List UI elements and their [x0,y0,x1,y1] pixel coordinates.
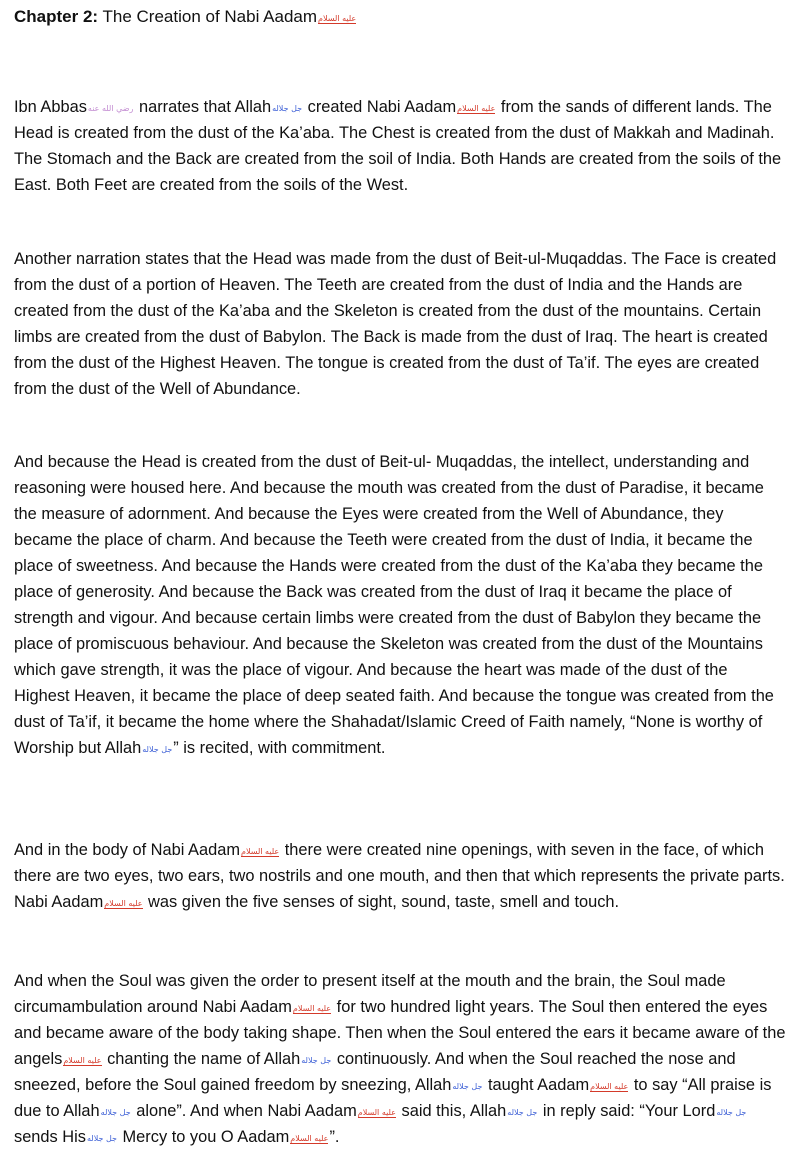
chapter-title: The Creation of Nabi Aadam [102,7,318,26]
paragraph-text: for two hundred light years. The Soul then entered the eyes and became aware of the body taking shape. Then when the Soul entered the ears it became aware of the angels [14,998,786,1068]
paragraph-text: ”. [329,1128,340,1146]
honorific-jalla-jalaluhu-icon: جل جلاله [142,745,173,754]
paragraph-text: in reply said: “Your Lord [538,1102,716,1120]
paragraph-text: to say “All praise is due to Allah [14,1076,772,1120]
paragraph-4 [14,837,786,915]
honorific-alayhi-salam-icon: عليه السلام [104,899,143,908]
paragraph-1 [14,94,786,198]
paragraph-text: Another narration states that the Head was made from the dust of Beit-ul-Muqaddas. The Face is created from the dust of a portion of Heaven. The Teeth are created from the dust of India and the Hands are created from the dust of the Ka’aba and the Skeleton is created from the dust of the mountains. Certain limbs are created from the dust of Babylon. The Back is made from the dust of Iraq. The heart is created from the dust of the Highest Heaven. The tongue is created from the dust of Ta’if. The eyes are created from the dust of the Well of Abundance. [14,250,777,398]
paragraph-text: And when the Soul was given the order to present itself at the mouth and the brain, the Soul made circumambulation around Nabi Aadam [14,972,726,1016]
paragraph-text: Mercy to you O Aadam [117,1128,290,1146]
honorific-jalla-jalaluhu-icon: جل جلاله [507,1108,538,1117]
honorific-jalla-jalaluhu-icon: جل جلاله [301,1056,332,1065]
paragraph-text: And in the body of Nabi Aadam [14,841,240,859]
honorific-jalla-jalaluhu-icon: جل جلاله [452,1082,483,1091]
honorific-alayhi-salam-icon: عليه السلام [292,1004,332,1013]
paragraph-text: narrates that Allah [134,98,272,116]
paragraph-text: ” is recited, with commitment. [173,739,386,757]
honorific-alayhi-salam-icon: عليه السلام [63,1056,102,1065]
paragraph-3 [14,449,786,761]
paragraph-text: was given the five senses of sight, sound, taste, smell and touch. [143,893,620,911]
paragraph-text: taught Aadam [483,1076,590,1094]
honorific-jalla-jalaluhu-icon: جل جلاله [100,1108,131,1117]
honorific-alayhi-salam-icon: عليه السلام [357,1108,396,1117]
honorific-alayhi-salam-icon: عليه السلام [590,1082,629,1091]
honorific-alayhi-salam-icon: عليه السلام [318,14,357,23]
paragraph-text: sends His [14,1128,86,1146]
paragraph-5 [14,968,786,1150]
paragraph-text: continuously. And when the Soul reached the nose and sneezed, before the Soul gained freedom by sneezing, Allah [14,1050,736,1094]
paragraph-text: Ibn Abbas [14,98,87,116]
paragraph-text: from the sands of different lands. The Head is created from the dust of the Ka’aba. The Chest is created from the dust of Makkah and Madinah. The Stomach and the Back are created from the soil of India. Both Hands are created from the soils of the East. Both Feet are created from the soils of the West. [14,98,782,194]
paragraph-text: alone”. And when Nabi Aadam [131,1102,357,1120]
paragraph-text: And because the Head is created from the dust of Beit-ul- Muqaddas, the intellect, understanding and reasoning were housed here. And because the mouth was created from the dust of Paradise, it became the measure of adornment. And because the Eyes were created from the Well of Abundance, they became the place of charm. And because the Teeth were created from the dust of India, it became the place of sweetness. And because the Hands were created from the dust of the Ka’aba they became the place of generosity. And because the Back was created from the dust of Iraq it became the place of strength and vigour. And because certain limbs were created from the dust of Babylon they became the place of promiscuous behaviour. And because the Skeleton was created from the dust of the Mountains which gave strength, it was the place of vigour. And because the heart was made of the dust of the Highest Heaven, it became the place of deep seated faith. And because the tongue was created from the dust of Ta’if, it became the home where the Shahadat/Islamic Creed of Faith namely, “None is worthy of Worship but Allah [14,453,774,757]
honorific-alayhi-salam-icon: عليه السلام [457,104,496,113]
honorific-alayhi-salam-icon: عليه السلام [240,847,280,856]
chapter-heading [14,6,357,28]
paragraph-text: chanting the name of Allah [102,1050,301,1068]
paragraph-text: said this, Allah [396,1102,507,1120]
chapter-label: Chapter 2: [14,7,99,26]
paragraph-text: created Nabi Aadam [303,98,457,116]
honorific-jalla-jalaluhu-icon: جل جلاله [86,1134,117,1143]
honorific-jalla-jalaluhu-icon: جل جلاله [716,1108,747,1117]
honorific-jalla-jalaluhu-icon: جل جلاله [272,104,303,113]
honorific-alayhi-salam-icon: عليه السلام [290,1134,329,1143]
honorific-radhiyallahu-icon: رضي الله عنه [87,104,134,113]
paragraph-2 [14,246,786,402]
paragraph-text: there were created nine openings, with seven in the face, of which there are two eyes, two ears, two nostrils and one mouth, and then that which represents the private parts. Nabi Aadam [14,841,785,911]
